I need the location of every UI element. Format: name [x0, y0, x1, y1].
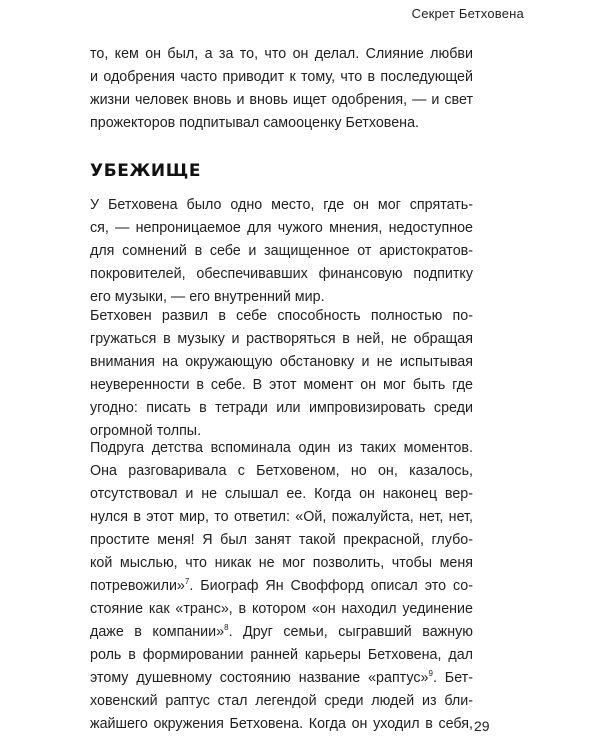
text-line: [90, 667, 473, 690]
paragraph-raptus: [90, 437, 473, 736]
text-line: для сомнений в себе и защищенное от аристократов-: [90, 243, 473, 259]
text-line: его музыки, — его внутренний мир.: [90, 289, 325, 305]
text-line: отсутствовал и не слышал ее. Когда он наконец вер-: [90, 486, 473, 502]
text-line: [90, 575, 473, 598]
section-heading: УБЕЖИЩЕ: [90, 161, 202, 181]
line-text: потревожили»: [90, 578, 185, 594]
line-text: . Бет-: [432, 670, 473, 686]
text-line: угодно: писать в тетради или импровизировать среди: [90, 400, 473, 416]
text-line: нулся в этот мир, то ответил: «Ой, пожалуйста, нет, нет,: [90, 509, 473, 525]
footnote-ref-9: 9: [428, 669, 433, 679]
text-line: то, кем он был, а за то, что он делал. Слияние любви: [90, 46, 473, 62]
text-line: неуверенности в себе. В этот момент он мог быть где: [90, 377, 473, 393]
intro-paragraph: [90, 43, 473, 135]
text-line: Она разговаривала с Бетховеном, но он, казалось,: [90, 463, 473, 479]
footnote-ref-8: 8: [224, 623, 229, 633]
footnote-ref-7: 7: [184, 577, 190, 587]
text-line: Бетховен развил в себе способность полностью по-: [90, 308, 473, 324]
text-line: ховенский раптус стал легендой среди людей из бли-: [90, 693, 473, 709]
line-text: . Биограф Ян Своффорд описал это со-: [189, 578, 473, 594]
text-line: У Бетховена было одно место, где он мог спрятать-: [90, 197, 473, 213]
text-line: прожекторов подпитывал самооценку Бетховена.: [90, 115, 419, 131]
line-text: . Друг семьи, сыгравший важную: [228, 624, 473, 640]
text-line: ся, — непроницаемое для чужого мнения, недоступное: [90, 220, 473, 236]
line-text: этому душевному состоянию название «раптус»: [90, 670, 429, 686]
text-line: стояние как «транс», в котором «он находил уединение: [90, 601, 473, 617]
text-line: Подруга детства вспоминала один из таких моментов.: [90, 440, 473, 456]
text-line: простите меня! Я был занят такой прекрасной, глубо-: [90, 532, 473, 548]
text-line: и одобрения часто приводит к тому, что в последующей: [90, 69, 473, 85]
text-line: покровителей, обеспечивавших финансовую подпитку: [90, 266, 473, 282]
text-line: жизни человек вновь и вновь ищет одобрения, — и свет: [90, 92, 473, 108]
text-line: роль в формировании ранней карьеры Бетховена, дал: [90, 647, 473, 663]
text-line: огромной толпы.: [90, 423, 202, 439]
text-line: гружаться в музыку и растворяться в ней, не обращая: [90, 331, 473, 347]
text-line: жайшего окружения Бетховена. Когда он уходил в себя,: [90, 716, 473, 732]
page-number: 29: [474, 718, 490, 734]
line-text: даже в компании»: [90, 624, 225, 640]
text-line: кой мыслью, что никак не мог позволить, чтобы меня: [90, 555, 473, 571]
paragraph-refuge: [90, 194, 473, 309]
running-head: Секрет Бетховена: [411, 6, 524, 21]
text-line: внимания на окружающую обстановку и не испытывая: [90, 354, 473, 370]
paragraph-immersion: [90, 305, 473, 443]
text-line: [90, 621, 473, 644]
